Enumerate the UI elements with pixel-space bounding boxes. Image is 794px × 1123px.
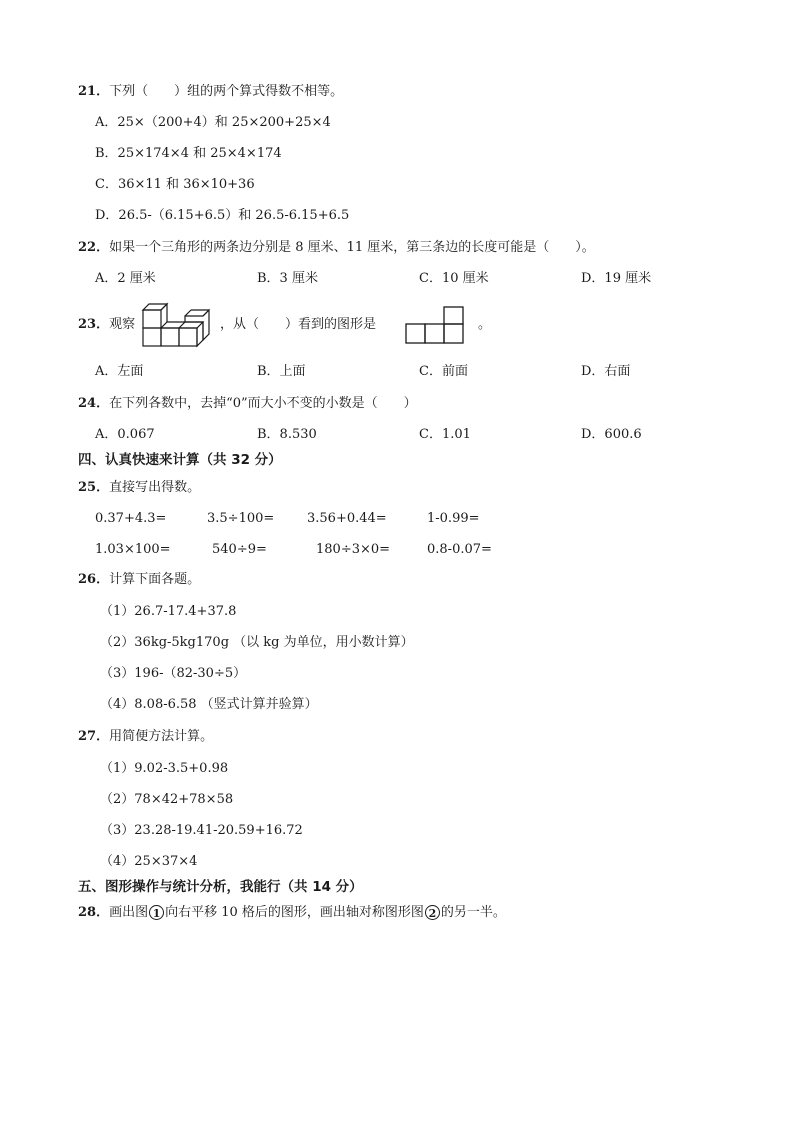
question-stem-part1: 画出图 — [109, 905, 149, 920]
mental-math-item: 540÷9= — [212, 542, 267, 557]
option-c: C．36×11 和 36×10+36 — [95, 177, 255, 192]
option-b: B．8.530 — [257, 427, 317, 442]
option-b: B．25×174×4 和 25×4×174 — [95, 146, 282, 161]
question-stem-mid: ，从（ ）看到的图形是 — [220, 317, 377, 332]
option-a: A．25×（200+4）和 25×200+25×4 — [95, 115, 331, 130]
option-b: B．3 厘米 — [257, 271, 318, 286]
cube-solid-figure — [140, 302, 212, 348]
option-c: C．10 厘米 — [419, 271, 489, 286]
option-d: D．600.6 — [581, 427, 642, 442]
option-a: A．左面 — [95, 364, 144, 379]
question-number: 26． — [78, 572, 110, 587]
question-28 — [78, 905, 506, 921]
question-number: 27． — [78, 729, 110, 744]
calc-item: （3）23.28-19.41-20.59+16.72 — [100, 823, 303, 838]
question-stem: 下列（ ）组的两个算式得数不相等。 — [109, 84, 344, 99]
calc-item: （1）26.7-17.4+37.8 — [100, 604, 237, 619]
question-number: 28． — [78, 905, 110, 920]
question-24 — [78, 396, 417, 412]
calc-item: （4）25×37×4 — [100, 854, 198, 869]
calc-item: （4）8.08-6.58 （竖式计算并验算） — [100, 697, 318, 712]
question-stem-part2: 向右平移 10 格后的图形，画出轴对称图形图 — [165, 905, 424, 920]
question-22 — [78, 240, 595, 256]
question-number: 21． — [78, 84, 110, 99]
mental-math-item: 0.37+4.3= — [95, 511, 167, 526]
question-number: 23． — [78, 317, 110, 332]
question-number: 24． — [78, 396, 110, 411]
question-21 — [78, 84, 343, 100]
option-c: C．前面 — [419, 364, 468, 379]
question-stem: 计算下面各题。 — [109, 572, 201, 587]
question-23-label — [78, 317, 135, 333]
question-number: 22． — [78, 240, 110, 255]
question-25 — [78, 480, 200, 496]
circled-number-2: 2 — [425, 905, 440, 920]
question-stem-end: 。 — [478, 317, 492, 332]
option-b: B．上面 — [257, 364, 306, 379]
calc-item: （2）36kg-5kg170g （以 kg 为单位，用小数计算） — [100, 635, 414, 650]
calc-item: （1）9.02-3.5+0.98 — [100, 761, 229, 776]
option-a: A．0.067 — [95, 427, 155, 442]
view-shape-figure — [404, 306, 466, 346]
mental-math-item: 0.8-0.07= — [427, 542, 492, 557]
question-stem: 用简便方法计算。 — [109, 729, 214, 744]
calc-item: （2）78×42+78×58 — [100, 792, 234, 807]
question-stem-pre: 观察 — [109, 317, 136, 332]
mental-math-item: 3.56+0.44= — [307, 511, 387, 526]
mental-math-item: 3.5÷100= — [207, 511, 275, 526]
calc-item: （3）196-（82-30÷5） — [100, 666, 247, 681]
question-number: 25． — [78, 480, 110, 495]
question-stem-part3: 的另一半。 — [440, 905, 506, 920]
question-27 — [78, 729, 213, 745]
question-stem: 在下列各数中，去掉“0”而大小不变的小数是（ ） — [109, 396, 417, 411]
option-d: D．26.5-（6.15+6.5）和 26.5-6.15+6.5 — [95, 208, 350, 223]
question-stem: 如果一个三角形的两条边分别是 8 厘米、11 厘米，第三条边的长度可能是（ ）。 — [109, 240, 595, 255]
option-c: C．1.01 — [419, 427, 471, 442]
question-26 — [78, 572, 200, 588]
section-5-title: 五、图形操作与统计分析，我能行（共 14 分） — [78, 879, 363, 895]
circled-number-1: 1 — [149, 905, 164, 920]
section-4-title: 四、认真快速来计算（共 32 分） — [78, 452, 282, 468]
mental-math-item: 180÷3×0= — [316, 542, 391, 557]
option-d: D．右面 — [581, 364, 631, 379]
mental-math-item: 1.03×100= — [95, 542, 171, 557]
option-d: D．19 厘米 — [581, 271, 652, 286]
mental-math-item: 1-0.99= — [427, 511, 480, 526]
option-a: A．2 厘米 — [95, 271, 156, 286]
question-stem: 直接写出得数。 — [109, 480, 201, 495]
